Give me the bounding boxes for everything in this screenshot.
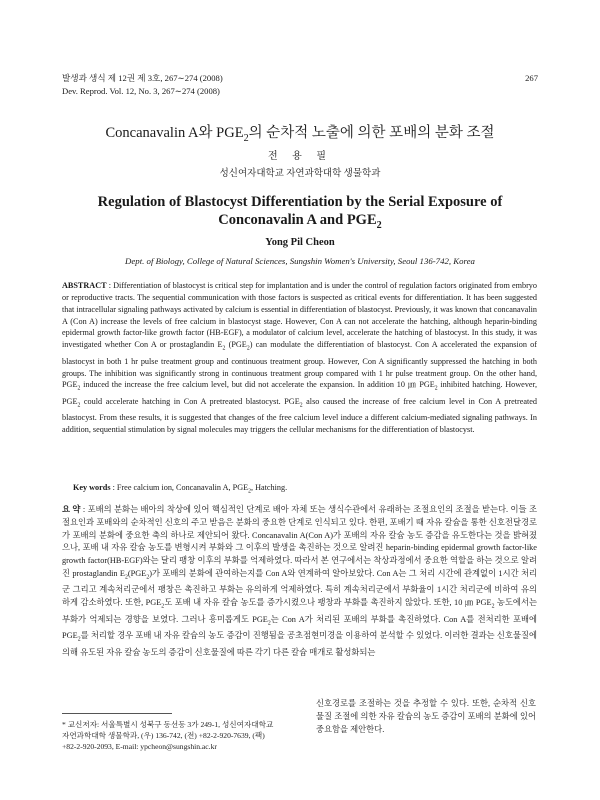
page-number: 267: [525, 73, 538, 83]
keywords: [73, 482, 533, 498]
author-korean: 전 용 필: [268, 151, 332, 162]
journal-citation-en: Dev. Reprod. Vol. 12, No. 3, 267∼274 (2008): [62, 86, 220, 96]
korean-abstract-label: 요 약: [62, 505, 81, 514]
affiliation-korean: 성신여자대학교 자연과학대학 생물학과: [219, 169, 381, 179]
korean-abstract: [62, 504, 537, 659]
footnote: * 교신저자: 서울특별시 성북구 동선동 3가 249-1, 성신여자대학교 자연과학대학 생물학과, (우) 136-742, (전) +82-2-920-7639, (팩) +82-2-920-2093, E-mail: ypcheon@sungshin.ac.kr: [62, 720, 274, 751]
title-english-line2: Conconavalin A and $PGE_2$: [218, 212, 382, 231]
abstract: [62, 280, 537, 436]
keywords-text: : Free calcium ion, Concanavalin A, $PGE_2$, Hatching.: [110, 483, 288, 495]
abstract-text: : Differentiation of blastocyst is critical step for implantation and is under the control of regulation factors originated from embryo or reproductive tracts. The sequential communication with those factors is suspected as critical events for differentiation. It has been suggested that intracellular signaling pathways activated by calcium is essential in differentiation of blastocyst. Previously, it was known that concanavalin A (Con A) increase the levels of free calcium in blastocyst stage. However, Con A can not accelerate the hatching, although heparin-binding epidermal growth factor-like growth factor (HB-EGF), a modulator of calcium level, accelerate the hatching of blastocyst. In this study, it was investigated whether Con A or prostaglandin $E_2$ $(PGE_2)$ can modulate the differentiation of blastocyst. Con A accelerated the expansion of blastocyst in both 1 hr pulse treatment group and continuous treatment group. However, Con A significantly suppressed the hatching in both groups. The inhibition was significantly strong in continuous treatment group compared with 1 hr pulse treatment group. On the other hand, $PGE_2$ induced the increase the free calcium level, but did not accelerate the expansion. In addition 10 ㎛ $PGE_2$ inhibited hatching. However, $PGE_2$ could accelerate hatching in Con A pretreated blastocyst. $PGE_2$ also caused the increase of free calcium level in Con A pretreated blastocyst. From these results, it is suggested that changes of the free calcium level induce a different calcium-mediated signaling pathways. In addition, sequential stimulation by signal molecules may triggers the cellular mechanisms for the differentiation of blastocyst.: [62, 281, 538, 435]
abstract-label: ABSTRACT: [62, 281, 107, 290]
author-english: Yong Pil Cheon: [265, 237, 335, 248]
footnote-rule: [62, 713, 172, 714]
korean-abstract-text: : 포배의 분화는 배아의 착상에 있어 핵심적인 단계로 배아 자체 또는 생식수관에서 유래하는 조절요인의 조절을 받는다. 이들 조절요인과 포배와의 순차적인 신호의 주고 받음은 분화의 중요한 단계로 인식되고 있다. 한편, 포배기 때 자유 칼슘을 통한 신호전달경로가 포배의 분화에 중요한 축의 하나로 제안되어 왔다. Concanavalin A(Con A)가 포배의 자유 칼슘 농도 증감을 유도한다는 것을 밝혀졌으나, 포배 내 자유 칼슘 농도를 변형시켜 부화와 그 이후의 발생을 촉진하는 것으로 알려진 heparin-binding epidermal growth factor-like growth factor(HB-EGF)와는 달리 팽창 이후의 부화를 억제하였다. 따라서 본 연구에서는 착상과정에서 중요한 역할을 하는 것으로 알려진 prostaglandin $E_2(PGE_2)$가 포배의 분화에 관여하는지를 Con A와 연계하여 알아보았다. Con A는 그 처리 시간에 관계없이 1시간 처리군 그리고 계속처리군에서 팽창은 촉진하고 부화는 유의하게 억제하였다. 특히 계속처리군에서 부화율이 1시간 처리군에 비하여 유의하게 감소하였다. 또한, $PGE_2$도 포배 내 자유 칼슘 농도를 증가시켰으나 팽창과 부화를 촉진하지 않았다. 또한, 10 ㎛ $PGE_2$ 농도에서는 부화가 억제되는 경향을 보였다. 그러나 흥미롭게도 $PGE_2$는 Con A가 처리된 포배의 부화를 촉진하였다. Con A를 전처리한 포배에 $PGE_2$를 처리할 경우 포배 내 자유 칼슘의 농도 증감이 진행됨을 공초점현미경을 이용하여 분석할 수 있었다. 이러한 결과는 신호물질에 의해 유도된 자유 칼슘 농도의 증감이 신호물질에 따른 각기 다른 칼슘 매개로 활성화되는: [62, 505, 537, 657]
journal-citation-kr: 발생과 생식 제 12권 제 3호, 267∼274 (2008): [62, 73, 223, 83]
title-english-line1: Regulation of Blastocyst Differentiation by the Serial Exposure of: [97, 194, 503, 210]
title-english: [0, 193, 600, 235]
affiliation-english: Dept. of Biology, College of Natural Sciences, Sungshin Women's University, Seoul 136-742, Korea: [125, 256, 475, 266]
korean-abstract-continuation: 신호경로를 조절하는 것을 추정할 수 있다. 또한, 순차적 신호물질 조절에 의한 자유 칼슘의 농도 증감이 포배의 분화에 있어 중요함을 제안한다.: [316, 699, 536, 734]
title-korean: Concanavalin A와 $PGE_2$의 순차적 노출에 의한 포배의 분화 조절: [105, 125, 495, 144]
keywords-label: Key words: [73, 483, 111, 492]
